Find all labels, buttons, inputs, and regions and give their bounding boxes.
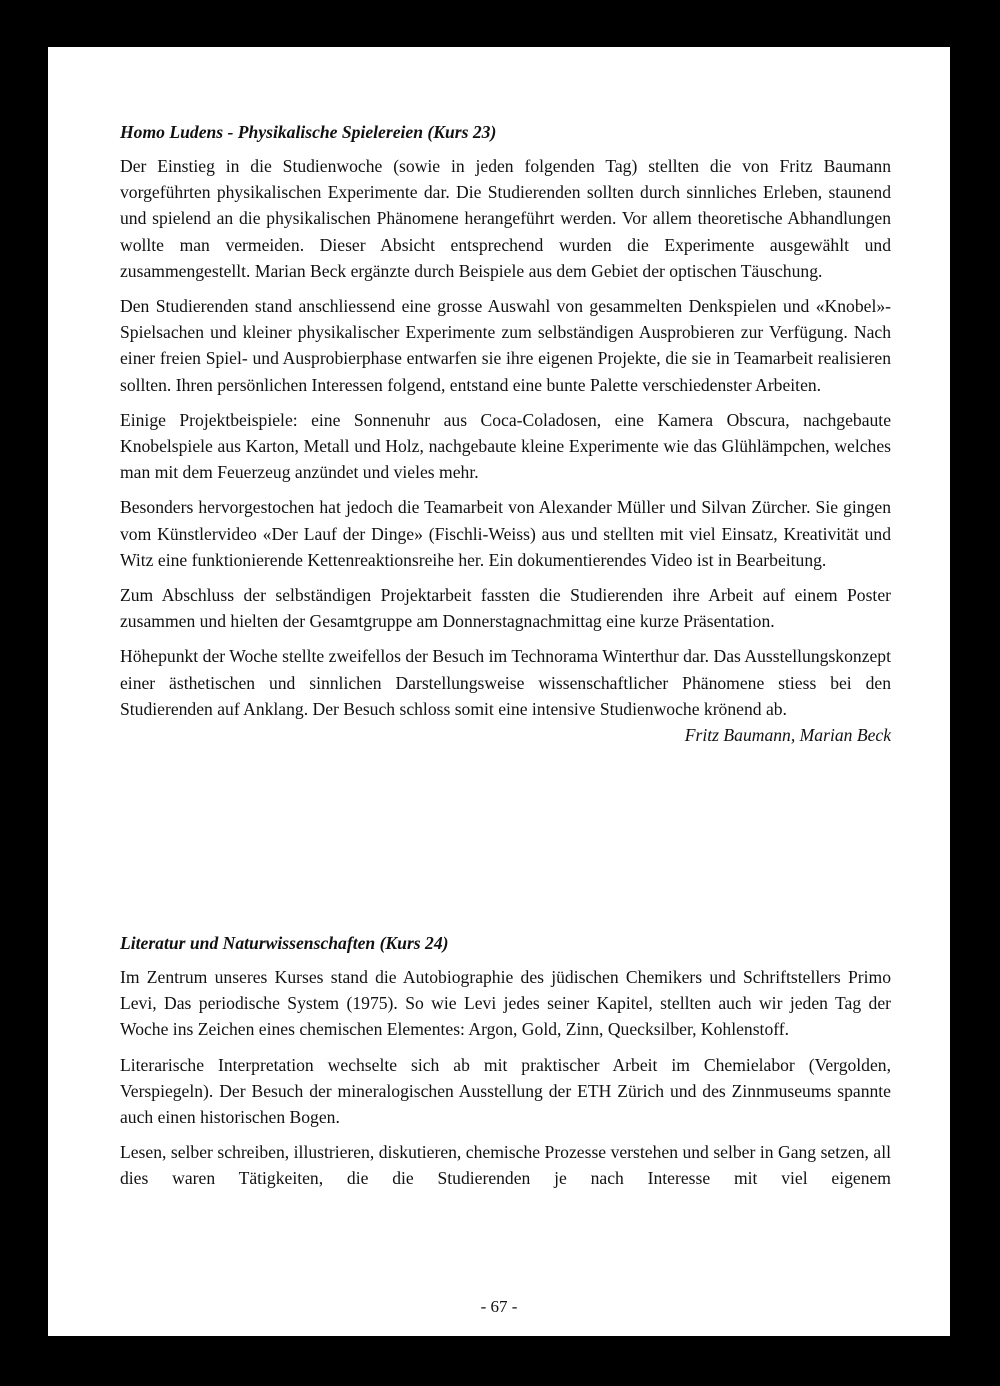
document-page	[48, 47, 950, 1336]
paragraph: Zum Abschluss der selbständigen Projektarbeit fassten die Studierenden ihre Arbeit auf einem Poster zusammen und hielten der Gesamtgruppe am Donnerstagnachmittag eine kurze Präsentation.	[120, 585, 891, 632]
paragraph: Der Einstieg in die Studienwoche (sowie in jeden folgenden Tag) stellten die von Fritz Baumann vorgeführten physikalischen Experimente dar. Die Studierenden sollten durch sinnliches Erleben, staunend und spielend an die physikalischen Phänomene herangeführt werden. Vor allem theoretische Abhandlungen wollte man vermeiden. Dieser Absicht entsprechend wurden die Experimente ausgewählt und zusammengestellt. Marian Beck ergänzte durch Beispiele aus dem Gebiet der optischen Täuschung.	[120, 156, 891, 281]
author-signature: Fritz Baumann, Marian Beck	[684, 725, 891, 746]
paragraph: Lesen, selber schreiben, illustrieren, diskutieren, chemische Prozesse verstehen und selber in Gang setzen, all dies waren Tätigkeiten, die die Studierenden je nach Interesse mit viel eigenem	[120, 1142, 891, 1189]
section-homo-ludens	[120, 119, 891, 748]
section-title: Literatur und Naturwissenschaften (Kurs 24)	[120, 933, 449, 953]
paragraph: Den Studierenden stand anschliessend eine grosse Auswahl von gesammelten Denkspielen und «Knobel»-Spielsachen und kleiner physikalischer Experimente zum selbständigen Ausprobieren zur Verfügung. Nach einer freien Spiel- und Ausprobierphase entwarfen sie ihre eigenen Projekte, die sie in Teamarbeit realisieren sollten. Ihren persönlichen Interessen folgend, entstand eine bunte Palette verschiedenster Arbeiten.	[120, 296, 891, 395]
section-literatur-naturwissenschaften	[120, 930, 891, 1201]
paragraph: Besonders hervorgestochen hat jedoch die Teamarbeit von Alexander Müller und Silvan Zürcher. Sie gingen vom Künstlervideo «Der Lauf der Dinge» (Fischli-Weiss) aus und stellten mit viel Einsatz, Kreativität und Witz eine funktionierende Kettenreaktionsreihe her. Ein dokumentierendes Video ist in Bearbeitung.	[120, 497, 891, 570]
page-number: - 67 -	[480, 1297, 518, 1316]
paragraph: Höhepunkt der Woche stellte zweifellos der Besuch im Technorama Winterthur dar. Das Ausstellungskonzept einer ästhetischen und sinnlichen Darstellungsweise wissenschaftlicher Phänomene stiess bei den Studierenden auf Anklang. Der Besuch schloss somit eine intensive Studienwoche krönend ab.	[120, 646, 891, 719]
paragraph: Im Zentrum unseres Kurses stand die Autobiographie des jüdischen Chemikers und Schriftstellers Primo Levi, Das periodische System (1975). So wie Levi jedes seiner Kapitel, stellten auch wir jeden Tag der Woche ins Zeichen eines chemischen Elementes: Argon, Gold, Zinn, Quecksilber, Kohlenstoff.	[120, 967, 891, 1040]
paragraph: Literarische Interpretation wechselte sich ab mit praktischer Arbeit im Chemielabor (Vergolden, Verspiegeln). Der Besuch der mineralogischen Ausstellung der ETH Zürich und des Zinnmuseums spannte auch einen historischen Bogen.	[120, 1054, 891, 1128]
paragraph: Einige Projektbeispiele: eine Sonnenuhr aus Coca-Coladosen, eine Kamera Obscura, nachgebaute Knobelspiele aus Karton, Metall und Holz, nachgebaute kleine Experimente wie das Glühlämpchen, welches man mit dem Feuerzeug anzündet und vieles mehr.	[120, 409, 891, 483]
section-title: Homo Ludens - Physikalische Spielereien (Kurs 23)	[120, 122, 497, 142]
